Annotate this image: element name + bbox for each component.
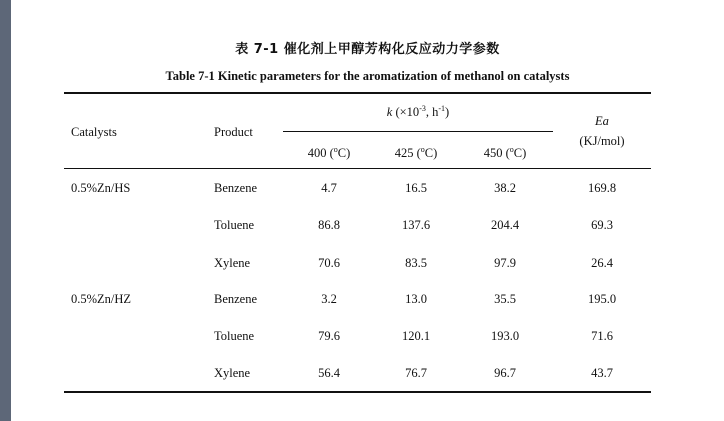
k450-cell: 38.2 (494, 181, 516, 195)
k-prefix: (×10 (392, 105, 420, 119)
k450-cell: 204.4 (490, 218, 520, 232)
ea-cell: 43.7 (591, 366, 613, 380)
header-ea-symbol: Ea (595, 114, 609, 128)
t425-prefix: 425 ( (394, 146, 421, 160)
document-page (11, 0, 724, 421)
k450-cell: 35.5 (494, 292, 516, 306)
table-title-chinese: 表 7-1 催化剂上甲醇芳构化反应动力学参数 (235, 42, 500, 57)
k450-cell: 96.7 (494, 366, 516, 380)
ea-cell: 69.3 (591, 218, 613, 232)
celsius-unit: C) (337, 146, 351, 160)
k450-cell: 97.9 (494, 256, 516, 270)
k400-cell: 56.4 (318, 366, 340, 380)
k425-cell: 83.5 (405, 256, 427, 270)
ea-cell: 26.4 (591, 256, 613, 270)
k400-cell: 3.2 (321, 292, 337, 306)
degree-symbol: o (333, 145, 338, 154)
product-cell: Toluene (214, 329, 255, 343)
celsius-unit: C) (424, 146, 438, 160)
celsius-unit: C) (513, 146, 527, 160)
k425-cell: 16.5 (405, 181, 427, 195)
header-temp-450 (470, 145, 540, 161)
k-exponent: -3 (419, 104, 426, 113)
table-title-english: Table 7-1 Kinetic parameters for the aromatization of methanol on catalysts (165, 69, 570, 83)
k400-cell: 70.6 (318, 256, 340, 270)
ea-cell: 169.8 (587, 181, 617, 195)
k425-cell: 120.1 (401, 329, 431, 343)
header-k-group (283, 104, 553, 120)
header-temp-400 (294, 145, 364, 161)
ea-cell: 71.6 (591, 329, 613, 343)
k-mid: , h (425, 105, 439, 119)
product-cell: Toluene (214, 218, 255, 232)
k400-cell: 86.8 (318, 218, 340, 232)
product-cell: Benzene (214, 181, 258, 195)
k-exponent-2: -1 (438, 104, 446, 113)
product-cell: Xylene (214, 366, 251, 380)
header-product: Product (214, 125, 253, 139)
k400-cell: 79.6 (318, 329, 340, 343)
header-ea-unit: (KJ/mol) (579, 134, 625, 148)
left-border-bar (0, 0, 11, 421)
k-span-rule (283, 131, 553, 132)
t450-prefix: 450 ( (483, 146, 510, 160)
k-symbol: k (386, 105, 393, 119)
header-temp-425 (381, 145, 451, 161)
k-suffix: ) (445, 105, 450, 119)
top-rule (64, 92, 651, 94)
t400-prefix: 400 ( (307, 146, 334, 160)
degree-symbol: o (509, 145, 514, 154)
product-cell: Benzene (214, 292, 258, 306)
degree-symbol: o (420, 145, 425, 154)
header-bottom-rule (64, 168, 651, 169)
catalyst-cell: 0.5%Zn/HS (71, 181, 131, 195)
bottom-rule (64, 391, 651, 393)
catalyst-cell: 0.5%Zn/HZ (71, 292, 132, 306)
header-catalysts: Catalysts (71, 125, 117, 139)
k450-cell: 193.0 (490, 329, 520, 343)
ea-cell: 195.0 (587, 292, 617, 306)
k425-cell: 137.6 (401, 218, 431, 232)
k425-cell: 76.7 (405, 366, 427, 380)
k400-cell: 4.7 (321, 181, 337, 195)
k425-cell: 13.0 (405, 292, 427, 306)
product-cell: Xylene (214, 256, 251, 270)
